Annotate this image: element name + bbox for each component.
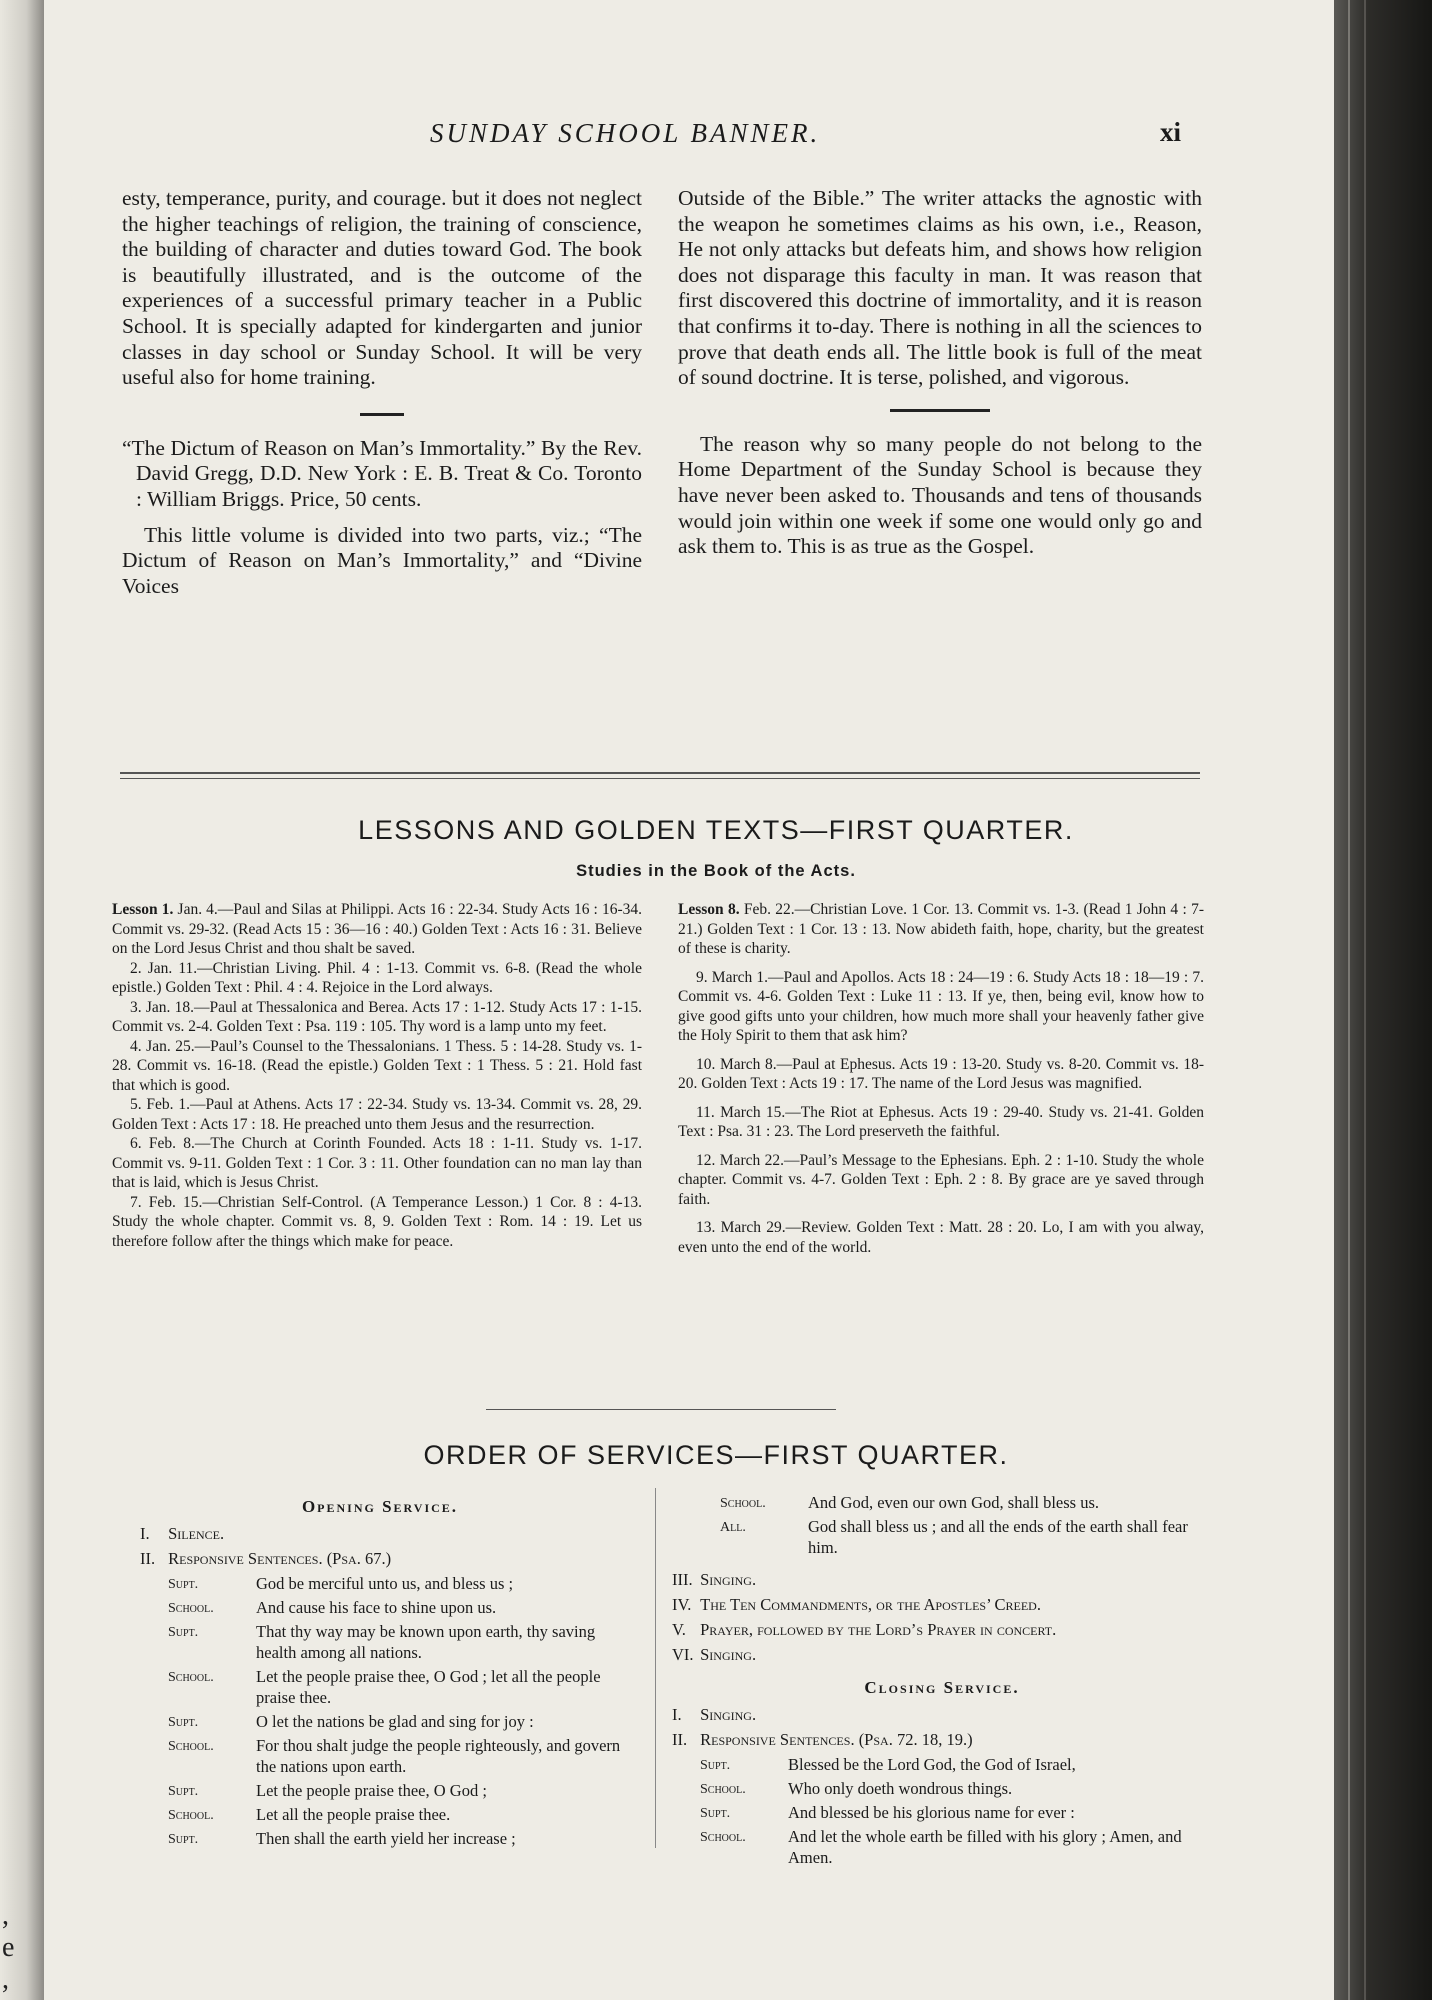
speaker: School. <box>168 1739 214 1754</box>
speaker: Supt. <box>168 1832 199 1847</box>
lesson-text: 5. Feb. 1.—Paul at Athens. Acts 17 : 22-34. Study vs. 13-34. Commit vs. 28, 29. Golden Text : Acts 17 : 18. He preached unto them Jesus and the resurrection. <box>112 1096 642 1133</box>
lesson-entry <box>112 900 642 959</box>
opening-responses-continued <box>720 1492 1210 1561</box>
lesson-text: 4. Jan. 25.—Paul’s Counsel to the Thessalonians. 1 Thess. 5 : 14-28. Study vs. 1-28. Commit vs. 16-18. (Read the epistle.) Golden Text : 1 Thess. 5 : 21. Hold fast that which is good. <box>112 1037 642 1094</box>
service-item <box>140 1548 640 1569</box>
response-text: For thou shalt judge the people righteously, and govern the nations upon earth. <box>256 1736 621 1776</box>
lesson-entry <box>112 998 642 1037</box>
service-item <box>672 1619 1212 1640</box>
responsive-line <box>168 1666 628 1711</box>
item-numeral: II. <box>672 1730 688 1749</box>
item-numeral: VI. <box>672 1645 694 1664</box>
response-text: O let the nations be glad and sing for joy : <box>256 1712 534 1731</box>
item-numeral: III. <box>672 1570 693 1589</box>
service-right-column <box>672 1492 1212 1871</box>
service-item <box>140 1523 640 1544</box>
responsive-line <box>700 1826 1200 1871</box>
response-text: And let the whole earth be filled with his glory ; Amen, and Amen. <box>788 1827 1182 1867</box>
responsive-line <box>720 1516 1210 1561</box>
item-label: Responsive Sentences. (Psa. 72. 18, 19.) <box>700 1730 973 1749</box>
service-items <box>672 1569 1212 1665</box>
short-rule <box>360 413 404 416</box>
responsive-line <box>168 1804 628 1828</box>
lesson-text: 10. March 8.—Paul at Ephesus. Acts 19 : 13-20. Study vs. 8-20. Commit vs. 18-20. Golden Text : Acts 19 : 17. The name of the Lord Jesus was magnified. <box>678 1055 1204 1092</box>
service-item <box>672 1569 1212 1590</box>
speaker: Supt. <box>168 1625 199 1640</box>
speaker: Supt. <box>700 1758 731 1773</box>
lesson-label: Lesson 1. <box>112 901 174 918</box>
opening-responses <box>168 1573 628 1852</box>
response-text: And God, even our own God, shall bless us. <box>808 1493 1100 1512</box>
service-item <box>672 1644 1212 1665</box>
response-text: Then shall the earth yield her increase ; <box>256 1829 516 1848</box>
lesson-entry <box>678 1103 1204 1142</box>
lessons-list-right <box>678 900 1204 1257</box>
responsive-line <box>168 1828 628 1852</box>
lessons-subheading: Studies in the Book of the Acts. <box>576 862 856 880</box>
opening-service <box>140 1496 640 1852</box>
responsive-line <box>168 1711 628 1735</box>
item-numeral: II. <box>140 1549 156 1568</box>
lesson-entry <box>112 1193 642 1252</box>
review-paragraph: esty, temperance, purity, and courage. but it does not neglect the higher teachings of religion, the training of conscience, the building of character and duties toward God. The book is beautifully illustrated, and is the outcome of the experiences of a successful primary teacher in a Public School. It is specially adapted for kindergarten and junior classes in day school or Sunday School. It will be very useful also for home training. <box>122 186 642 390</box>
service-item <box>672 1594 1212 1615</box>
review-column-right <box>678 186 1202 560</box>
closing-service-title: Closing Service. <box>864 1678 1020 1697</box>
response-text: Who only doeth wondrous things. <box>788 1779 1013 1798</box>
item-numeral: I. <box>140 1524 150 1543</box>
service-item <box>672 1729 1212 1750</box>
responsive-line <box>168 1621 628 1666</box>
speaker: Supt. <box>168 1784 199 1799</box>
responsive-line <box>168 1597 628 1621</box>
response-text: Let all the people praise thee. <box>256 1805 451 1824</box>
lesson-entry <box>678 1151 1204 1210</box>
lesson-text: 6. Feb. 8.—The Church at Corinth Founded. Acts 18 : 1-11. Study vs. 1-17. Commit vs. 9-11. Golden Text : 1 Cor. 3 : 11. Other foundation can no man lay than that is laid, which is Jesus Christ. <box>112 1135 642 1191</box>
services-heading: ORDER OF SERVICES—FIRST QUARTER. <box>423 1440 1009 1470</box>
lesson-entry <box>678 1218 1204 1257</box>
lesson-entry <box>112 959 642 998</box>
lesson-entry <box>112 1095 642 1134</box>
speaker: School. <box>720 1496 766 1511</box>
response-text: That thy way may be known upon earth, thy saving health among all nations. <box>256 1622 596 1662</box>
book-citation: “The Dictum of Reason on Man’s Immortality.” By the Rev. David Gregg, D.D. New York : E. B. Treat & Co. Toronto : William Briggs. Price, 50 cents. <box>122 435 642 511</box>
lesson-text: 11. March 15.—The Riot at Ephesus. Acts 19 : 29-40. Study vs. 21-41. Golden Text : Psa. 31 : 23. The Lord preserveth the faithful. <box>678 1103 1204 1140</box>
lesson-text: Feb. 22.—Christian Love. 1 Cor. 13. Commit vs. 1-3. (Read 1 John 4 : 7-21.) Golden Text : 1 Cor. 13 : 13. Now abideth faith, hope, charity, but the greatest of these is charity. <box>678 901 1204 957</box>
item-label: Silence. <box>168 1524 225 1543</box>
page-number: xi <box>1160 117 1182 147</box>
responsive-line <box>700 1754 1200 1778</box>
lesson-label: Lesson 8. <box>678 901 740 918</box>
lesson-entry <box>678 900 1204 959</box>
short-rule <box>890 409 990 412</box>
speaker: School. <box>700 1782 746 1797</box>
review-paragraph: Outside of the Bible.” The writer attacks the agnostic with the weapon he sometimes claims as his own, i.e., Reason, He not only attacks but defeats him, and shows how religion does not disparage this faculty in man. It was reason that first discovered this doctrine of immortality, and it is reason that confirms it to-day. There is nothing in all the sciences to prove that death ends all. The little book is full of the meat of sound doctrine. It is terse, polished, and vigorous. <box>678 186 1202 390</box>
lesson-text: 13. March 29.—Review. Golden Text : Matt. 28 : 20. Lo, I am with you alway, even unto the end of the world. <box>678 1219 1204 1256</box>
response-text: And cause his face to shine upon us. <box>256 1598 497 1617</box>
responsive-line <box>168 1780 628 1804</box>
response-text: Let the people praise thee, O God ; <box>256 1781 487 1800</box>
response-text: God be merciful unto us, and bless us ; <box>256 1574 514 1593</box>
lesson-text: Jan. 4.—Paul and Silas at Philippi. Acts 16 : 22-34. Study Acts 16 : 16-34. Commit vs. 29-32. (Read Acts 15 : 36—16 : 40.) Golden Text : Acts 16 : 31. Believe on the Lord Jesus Christ and thou shalt be saved. <box>112 901 643 957</box>
speaker: Supt. <box>168 1715 199 1730</box>
item-label: Responsive Sentences. (Psa. 67.) <box>168 1549 392 1568</box>
item-label: Singing. <box>700 1705 757 1724</box>
book-binding <box>1334 0 1432 2000</box>
running-head: SUNDAY SCHOOL BANNER. <box>430 118 821 148</box>
lesson-text: 9. March 1.—Paul and Apollos. Acts 18 : 24—19 : 6. Study Acts 18 : 18—19 : 7. Commit vs. 4-6. Golden Text : Luke 11 : 13. If ye, then, being evil, know how to give good gifts unto your children, how much more shall your heavenly father give the Holy Spirit to them that ask him? <box>678 968 1204 1044</box>
review-paragraph: This little volume is divided into two parts, viz.; “The Dictum of Reason on Man’s Immortality,” and “Divine Voices <box>122 522 642 598</box>
lesson-text: 7. Feb. 15.—Christian Self-Control. (A Temperance Lesson.) 1 Cor. 8 : 4-13. Study the whole chapter. Commit vs. 8, 9. Golden Text : Rom. 14 : 19. Let us therefore follow after the things which make for peace. <box>112 1193 642 1250</box>
lesson-entry <box>112 1134 642 1193</box>
item-label: Singing. <box>700 1570 757 1589</box>
closing-items <box>672 1704 1212 1750</box>
lesson-text: 3. Jan. 18.—Paul at Thessalonica and Berea. Acts 17 : 1-12. Study Acts 17 : 1-15. Commit vs. 2-4. Golden Text : Psa. 119 : 105. Thy word is a lamp unto my feet. <box>112 998 642 1035</box>
column-divider <box>655 1488 656 1848</box>
lesson-entry <box>678 968 1204 1046</box>
speaker: School. <box>168 1670 214 1685</box>
response-text: God shall bless us ; and all the ends of the earth shall fear him. <box>808 1517 1188 1557</box>
item-numeral: IV. <box>672 1595 692 1614</box>
response-text: Blessed be the Lord God, the God of Israel, <box>788 1755 1076 1774</box>
lesson-entry <box>112 1037 642 1096</box>
lesson-text: 2. Jan. 11.—Christian Living. Phil. 4 : 1-13. Commit vs. 6-8. (Read the whole epistle.) Golden Text : Phil. 4 : 4. Rejoice in the Lord always. <box>112 959 642 996</box>
responsive-line <box>720 1492 1210 1516</box>
review-paragraph: The reason why so many people do not belong to the Home Department of the Sunday School is because they have never been asked to. Thousands and tens of thousands would join within one week if some one would only go and ask them to. This is as true as the Gospel. <box>678 431 1202 559</box>
lesson-entry <box>678 1055 1204 1094</box>
closing-responses <box>700 1754 1200 1871</box>
section-divider <box>120 772 1200 779</box>
item-numeral: I. <box>672 1705 682 1724</box>
opening-service-title: Opening Service. <box>301 1497 459 1516</box>
opening-items <box>140 1523 640 1569</box>
lessons-heading: LESSONS AND GOLDEN TEXTS—FIRST QUARTER. <box>358 815 1074 845</box>
response-text: And blessed be his glorious name for ever : <box>788 1803 1075 1822</box>
responsive-line <box>700 1802 1200 1826</box>
speaker: All. <box>720 1520 746 1535</box>
section-divider <box>486 1409 836 1410</box>
item-numeral: V. <box>672 1620 686 1639</box>
responsive-line <box>168 1735 628 1780</box>
edge-marks: , e , <box>2 1900 15 1995</box>
left-page-edge <box>0 0 44 2000</box>
speaker: Supt. <box>168 1577 199 1592</box>
review-column-left <box>122 186 642 599</box>
item-label: Singing. <box>700 1645 757 1664</box>
responsive-line <box>700 1778 1200 1802</box>
speaker: School. <box>168 1808 214 1823</box>
speaker: School. <box>700 1830 746 1845</box>
speaker: School. <box>168 1601 214 1616</box>
service-item <box>672 1704 1212 1725</box>
speaker: Supt. <box>700 1806 731 1821</box>
response-text: Let the people praise thee, O God ; let all the people praise thee. <box>256 1667 601 1707</box>
responsive-line <box>168 1573 628 1597</box>
item-label: The Ten Commandments, or the Apostles’ Creed. <box>700 1595 1041 1614</box>
lesson-text: 12. March 22.—Paul’s Message to the Ephesians. Eph. 2 : 1-10. Study the whole chapter. Commit vs. 4-7. Golden Text : Eph. 2 : 8. By grace are ye saved through faith. <box>678 1151 1204 1208</box>
item-label: Prayer, followed by the Lord’s Prayer in concert. <box>700 1620 1057 1639</box>
lessons-list-left <box>112 900 642 1251</box>
